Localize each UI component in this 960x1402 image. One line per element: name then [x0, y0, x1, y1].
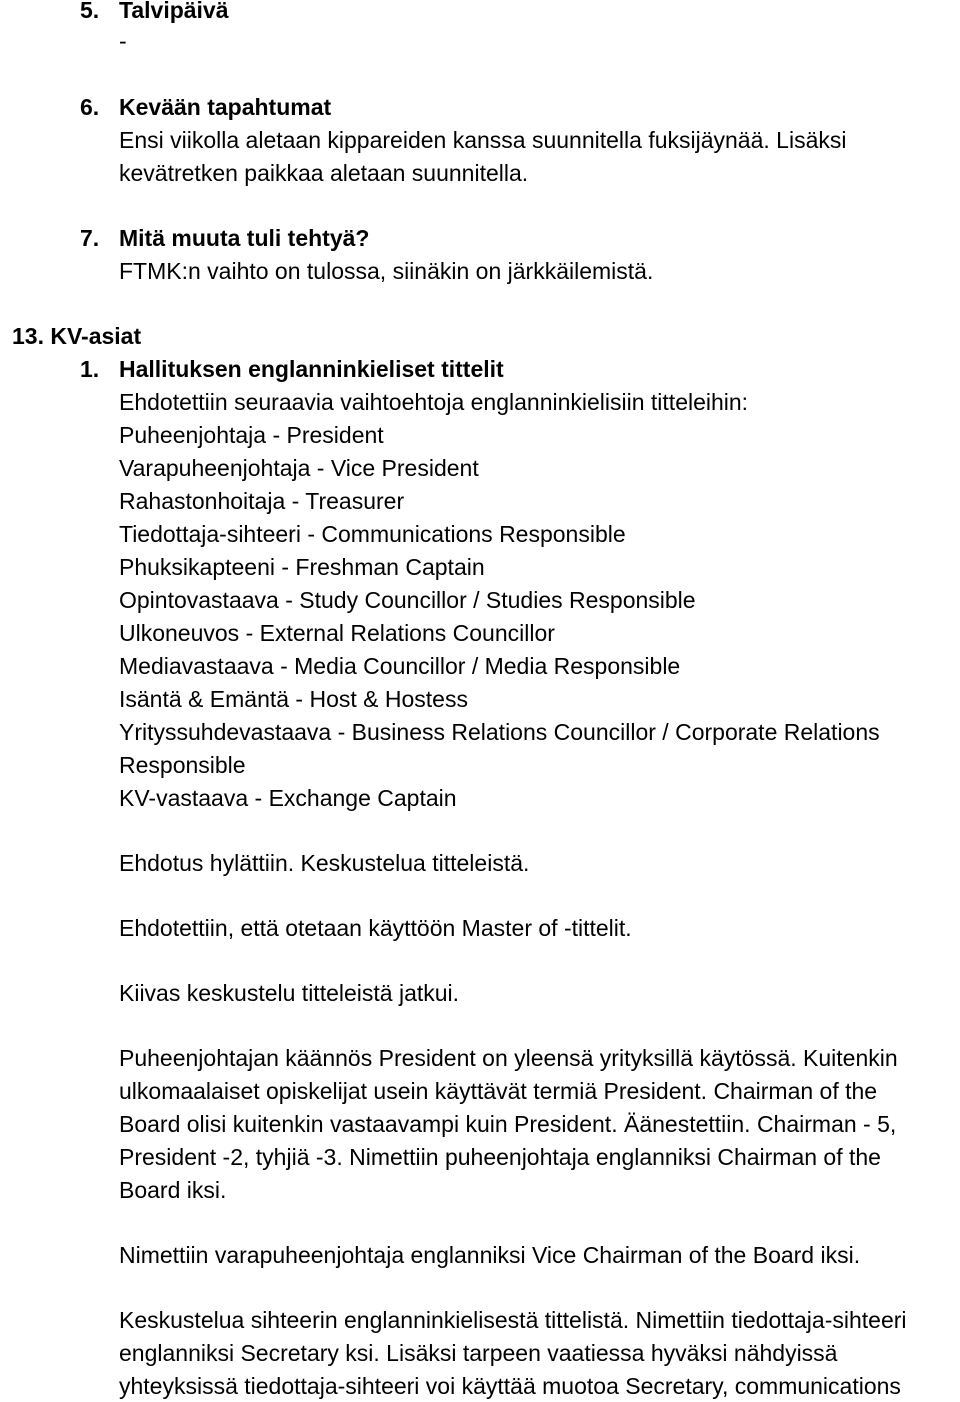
item-1-number: 1.: [80, 356, 100, 382]
title-list-item: Responsible: [119, 752, 246, 778]
paragraph-secretary-line: Keskustelua sihteerin englanninkielisestä tittelistä. Nimettiin tiedottaja-sihteeri: [119, 1307, 907, 1333]
title-list-item: Ulkoneuvos - External Relations Councillor: [119, 620, 555, 646]
title-list-item: KV-vastaava - Exchange Captain: [119, 785, 457, 811]
paragraph-vice-chairman: Nimettiin varapuheenjohtaja englanniksi Vice Chairman of the Board iksi.: [119, 1242, 861, 1268]
section-5-title: Talvipäivä: [119, 0, 229, 23]
paragraph-secretary-line: englanniksi Secretary ksi. Lisäksi tarpeen vaatiessa hyväksi nähdyissä: [119, 1340, 838, 1366]
title-list-item: Opintovastaava - Study Councillor / Studies Responsible: [119, 587, 696, 613]
paragraph-chairman-line: President -2, tyhjiä -3. Nimettiin puheenjohtaja englanniksi Chairman of the: [119, 1144, 881, 1170]
paragraph-secretary-line: yhteyksissä tiedottaja-sihteeri voi käyttää muotoa Secretary, communications: [119, 1373, 901, 1399]
paragraph-chairman-line: Puheenjohtajan käännös President on yleensä yrityksillä käytössä. Kuitenkin: [119, 1045, 898, 1071]
section-7-line: FTMK:n vaihto on tulossa, siinäkin on järkkäilemistä.: [119, 258, 654, 284]
title-list-item: Mediavastaava - Media Councillor / Media Responsible: [119, 653, 681, 679]
item-1-title: Hallituksen englanninkieliset tittelit: [119, 356, 504, 382]
title-list-item: Tiedottaja-sihteeri - Communications Responsible: [119, 521, 626, 547]
paragraph-chairman-line: Board olisi kuitenkin vastaavampi kuin President. Äänestettiin. Chairman - 5,: [119, 1111, 897, 1137]
paragraph-master-of: Ehdotettiin, että otetaan käyttöön Master of -tittelit.: [119, 915, 632, 941]
section-5-body: -: [119, 28, 127, 54]
title-list-item: Rahastonhoitaja - Treasurer: [119, 488, 405, 514]
section-7-title: Mitä muuta tuli tehtyä?: [119, 225, 370, 251]
title-list-item: Yrityssuhdevastaava - Business Relations Councillor / Corporate Relations: [119, 719, 880, 745]
section-6-line: kevätretken paikkaa aletaan suunnitella.: [119, 160, 529, 186]
section-6-line: Ensi viikolla aletaan kippareiden kanssa suunnitella fuksijäynää. Lisäksi: [119, 127, 847, 153]
title-list-item: Puheenjohtaja - President: [119, 422, 384, 448]
section-6-title: Kevään tapahtumat: [119, 94, 332, 120]
paragraph-discussion: Kiivas keskustelu titteleistä jatkui.: [119, 980, 460, 1006]
item-1-intro: Ehdotettiin seuraavia vaihtoehtoja englanninkielisiin titteleihin:: [119, 389, 749, 415]
title-list-item: Isäntä & Emäntä - Host & Hostess: [119, 686, 468, 712]
title-list-item: Varapuheenjohtaja - Vice President: [119, 455, 479, 481]
paragraph-rejected: Ehdotus hylättiin. Keskustelua titteleistä.: [119, 850, 530, 876]
section-5-number: 5.: [80, 0, 100, 23]
section-7-number: 7.: [80, 225, 100, 251]
paragraph-chairman-line: ulkomaalaiset opiskelijat usein käyttävät termiä President. Chairman of the: [119, 1078, 878, 1104]
title-list-item: Phuksikapteeni - Freshman Captain: [119, 554, 485, 580]
section-6-number: 6.: [80, 94, 100, 120]
section-13-heading: 13. KV-asiat: [12, 323, 142, 349]
paragraph-chairman-line: Board iksi.: [119, 1177, 227, 1203]
